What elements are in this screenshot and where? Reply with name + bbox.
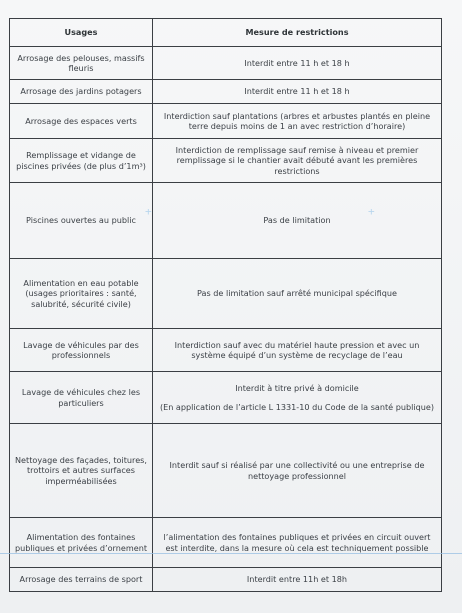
restrictions-table bbox=[9, 18, 442, 592]
faint-guide-line bbox=[0, 553, 462, 554]
table-row bbox=[10, 139, 442, 183]
restriction-cell: Interdit entre 11 h et 18 h bbox=[153, 80, 442, 104]
usage-cell: Nettoyage des façades, toitures, trottoirs et autres surfaces imperméabilisées bbox=[10, 424, 153, 518]
usage-cell: Arrosage des espaces verts bbox=[10, 104, 153, 139]
table-row bbox=[10, 183, 442, 259]
table-row bbox=[10, 47, 442, 80]
table-row bbox=[10, 329, 442, 372]
restriction-cell: Interdit entre 11h et 18h bbox=[153, 568, 442, 592]
restriction-cell: l’alimentation des fontaines publiques et privées en circuit ouvert est interdite, dans la mesure où cela est techniquement possible bbox=[153, 518, 442, 568]
faint-crosshair-mark: + bbox=[368, 205, 375, 218]
table-row bbox=[10, 372, 442, 424]
table-row bbox=[10, 80, 442, 104]
restriction-cell: Interdit entre 11 h et 18 h bbox=[153, 47, 442, 80]
usage-cell: Alimentation des fontaines publiques et privées d’ornement bbox=[10, 518, 153, 568]
usage-cell: Arrosage des pelouses, massifs fleuris bbox=[10, 47, 153, 80]
table-row bbox=[10, 568, 442, 592]
restriction-cell: Interdit sauf si réalisé par une collectivité ou une entreprise de nettoyage professionnel bbox=[153, 424, 442, 518]
restriction-line: Interdit à titre privé à domicile bbox=[235, 382, 359, 393]
table-row bbox=[10, 104, 442, 139]
faint-crosshair-mark: + bbox=[145, 205, 152, 218]
restriction-cell: Interdiction sauf plantations (arbres et arbustes plantés en pleine terre depuis moins de 1 an avec restriction d’horaire) bbox=[153, 104, 442, 139]
usage-cell: Remplissage et vidange de piscines privées (de plus d’1m³) bbox=[10, 139, 153, 183]
line-gap bbox=[157, 393, 437, 402]
restriction-cell: Pas de limitation bbox=[153, 183, 442, 259]
table-row bbox=[10, 424, 442, 518]
restriction-cell bbox=[153, 372, 442, 424]
table-row bbox=[10, 259, 442, 329]
restriction-line: (En application de l’article L 1331-10 du Code de la santé publique) bbox=[159, 402, 435, 412]
usage-cell: Lavage de véhicules par des professionnels bbox=[10, 329, 153, 372]
restriction-cell: Pas de limitation sauf arrêté municipal spécifique bbox=[153, 259, 442, 329]
usage-cell: Alimentation en eau potable (usages prioritaires : santé, salubrité, sécurité civile) bbox=[10, 259, 153, 329]
restriction-cell: Interdiction sauf avec du matériel haute pression et avec un système équipé d’un système de recyclage de l’eau bbox=[153, 329, 442, 372]
usage-cell: Arrosage des terrains de sport bbox=[10, 568, 153, 592]
table-header-row bbox=[10, 19, 442, 47]
restriction-cell: Interdiction de remplissage sauf remise à niveau et premier remplissage si le chantier avait débuté avant les premières restrictions bbox=[153, 139, 442, 183]
header-usages: Usages bbox=[10, 19, 153, 47]
usage-cell: Arrosage des jardins potagers bbox=[10, 80, 153, 104]
table-row bbox=[10, 518, 442, 568]
usage-cell: Lavage de véhicules chez les particuliers bbox=[10, 372, 153, 424]
usage-cell: Piscines ouvertes au public bbox=[10, 183, 153, 259]
header-restrictions: Mesure de restrictions bbox=[153, 19, 442, 47]
